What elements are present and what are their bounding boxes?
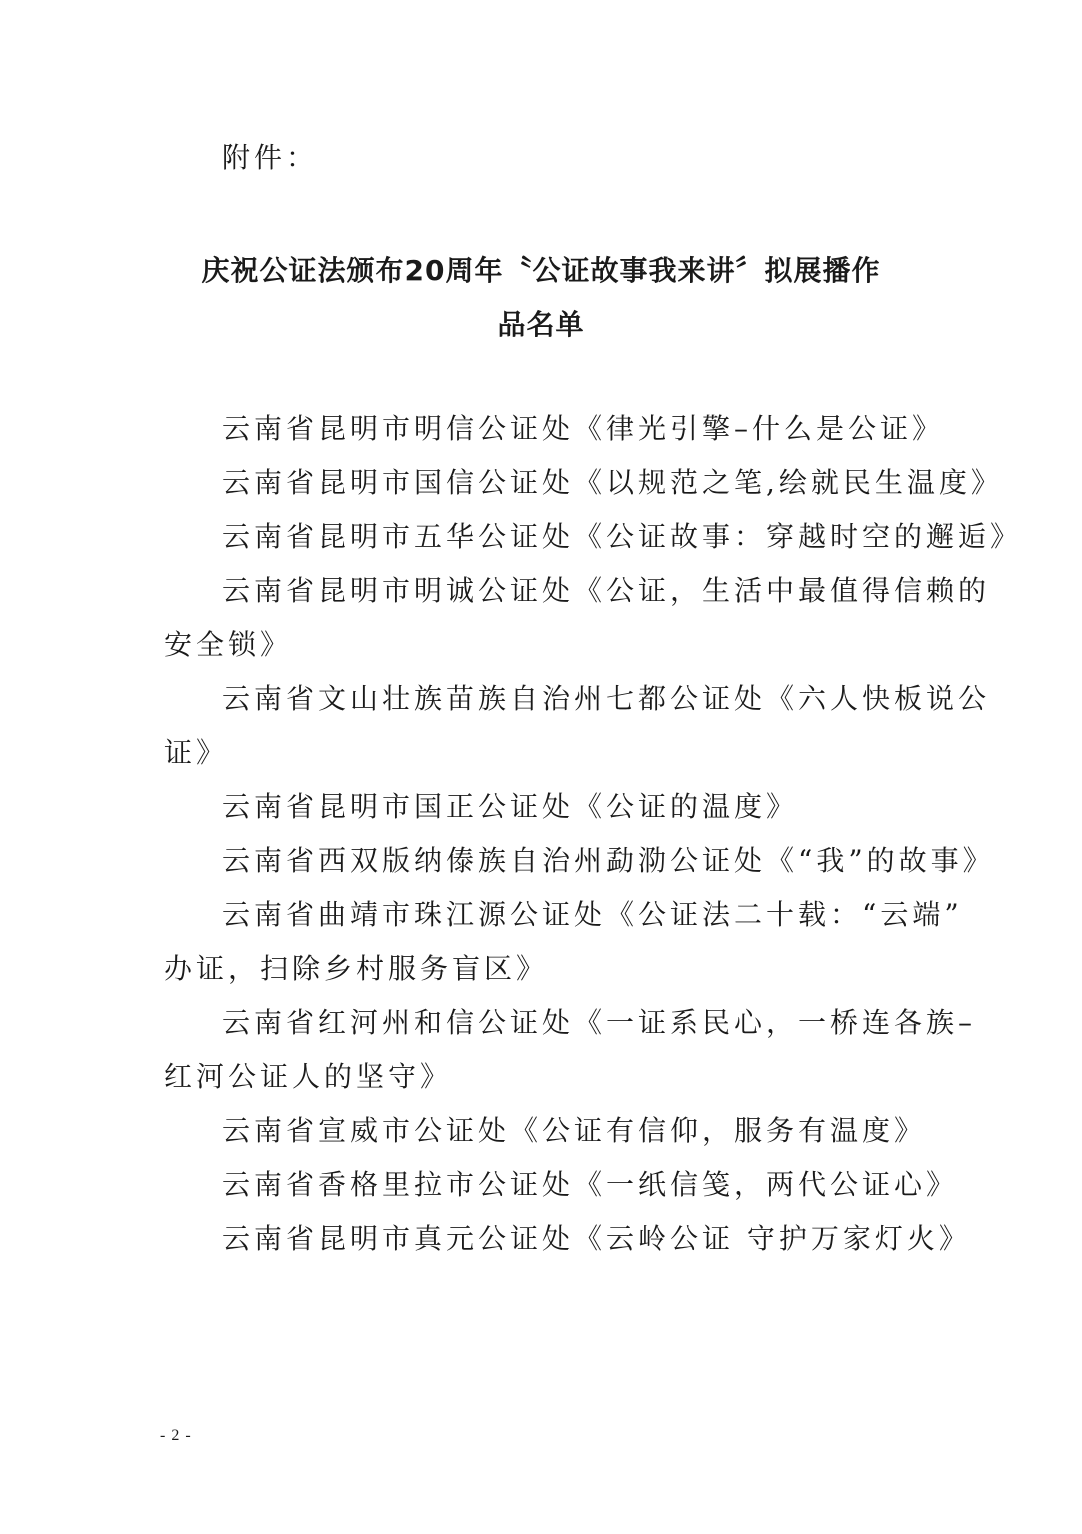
list-item-line: 云南省昆明市真元公证处《云岭公证 守护万家灯火》 xyxy=(222,1222,971,1255)
list-item-line: 云南省红河州和信公证处《一证系民心，一桥连各族– xyxy=(222,1006,977,1039)
list-item-line: 云南省昆明市国信公证处《以规范之笔,绘就民生温度》 xyxy=(222,466,1003,499)
list-item xyxy=(164,672,991,780)
list-item xyxy=(164,564,991,672)
list-item-line: 云南省昆明市明信公证处《律光引擎–什么是公证》 xyxy=(222,412,945,445)
list-item-line-continued: 证》 xyxy=(164,736,229,769)
list-item-line-continued: 安全锁》 xyxy=(164,628,293,661)
list-item-line: 云南省昆明市明诚公证处《公证，生活中最值得信赖的 xyxy=(222,574,991,607)
list-item-line-continued: 红河公证人的坚守》 xyxy=(164,1060,453,1093)
document-title-line-2: 品名单 xyxy=(497,308,585,341)
list-item xyxy=(164,834,995,888)
list-item-line: 云南省曲靖市珠江源公证处《公证法二十载：“云端” xyxy=(222,898,963,931)
list-item xyxy=(164,888,963,996)
attachment-label: 附件： xyxy=(222,141,319,174)
list-item-line: 云南省昆明市五华公证处《公证故事：穿越时空的邂逅》 xyxy=(222,520,1023,553)
list-item xyxy=(164,1212,971,1266)
page-number: - 2 - xyxy=(160,1427,192,1444)
list-item-line-continued: 办证，扫除乡村服务盲区》 xyxy=(164,952,549,985)
program-list xyxy=(164,402,1023,1266)
list-item xyxy=(164,456,1003,510)
list-item-line: 云南省文山壮族苗族自治州七都公证处《六人快板说公 xyxy=(222,682,991,715)
list-item-line: 云南省宣威市公证处《公证有信仰，服务有温度》 xyxy=(222,1114,927,1147)
list-item xyxy=(164,1158,959,1212)
list-item-line: 云南省香格里拉市公证处《一纸信笺，两代公证心》 xyxy=(222,1168,959,1201)
list-item xyxy=(164,402,945,456)
list-item-line: 云南省西双版纳傣族自治州勐泐公证处《“我”的故事》 xyxy=(222,844,995,877)
list-item-line: 云南省昆明市国正公证处《公证的温度》 xyxy=(222,790,799,823)
list-item xyxy=(164,1104,927,1158)
document-title xyxy=(170,244,912,352)
list-item xyxy=(164,996,977,1104)
list-item xyxy=(164,510,1023,564)
list-item xyxy=(164,780,924,834)
document-title-line-1: 庆祝公证法颁布20周年〝公证故事我来讲〞拟展播作 xyxy=(201,254,881,287)
